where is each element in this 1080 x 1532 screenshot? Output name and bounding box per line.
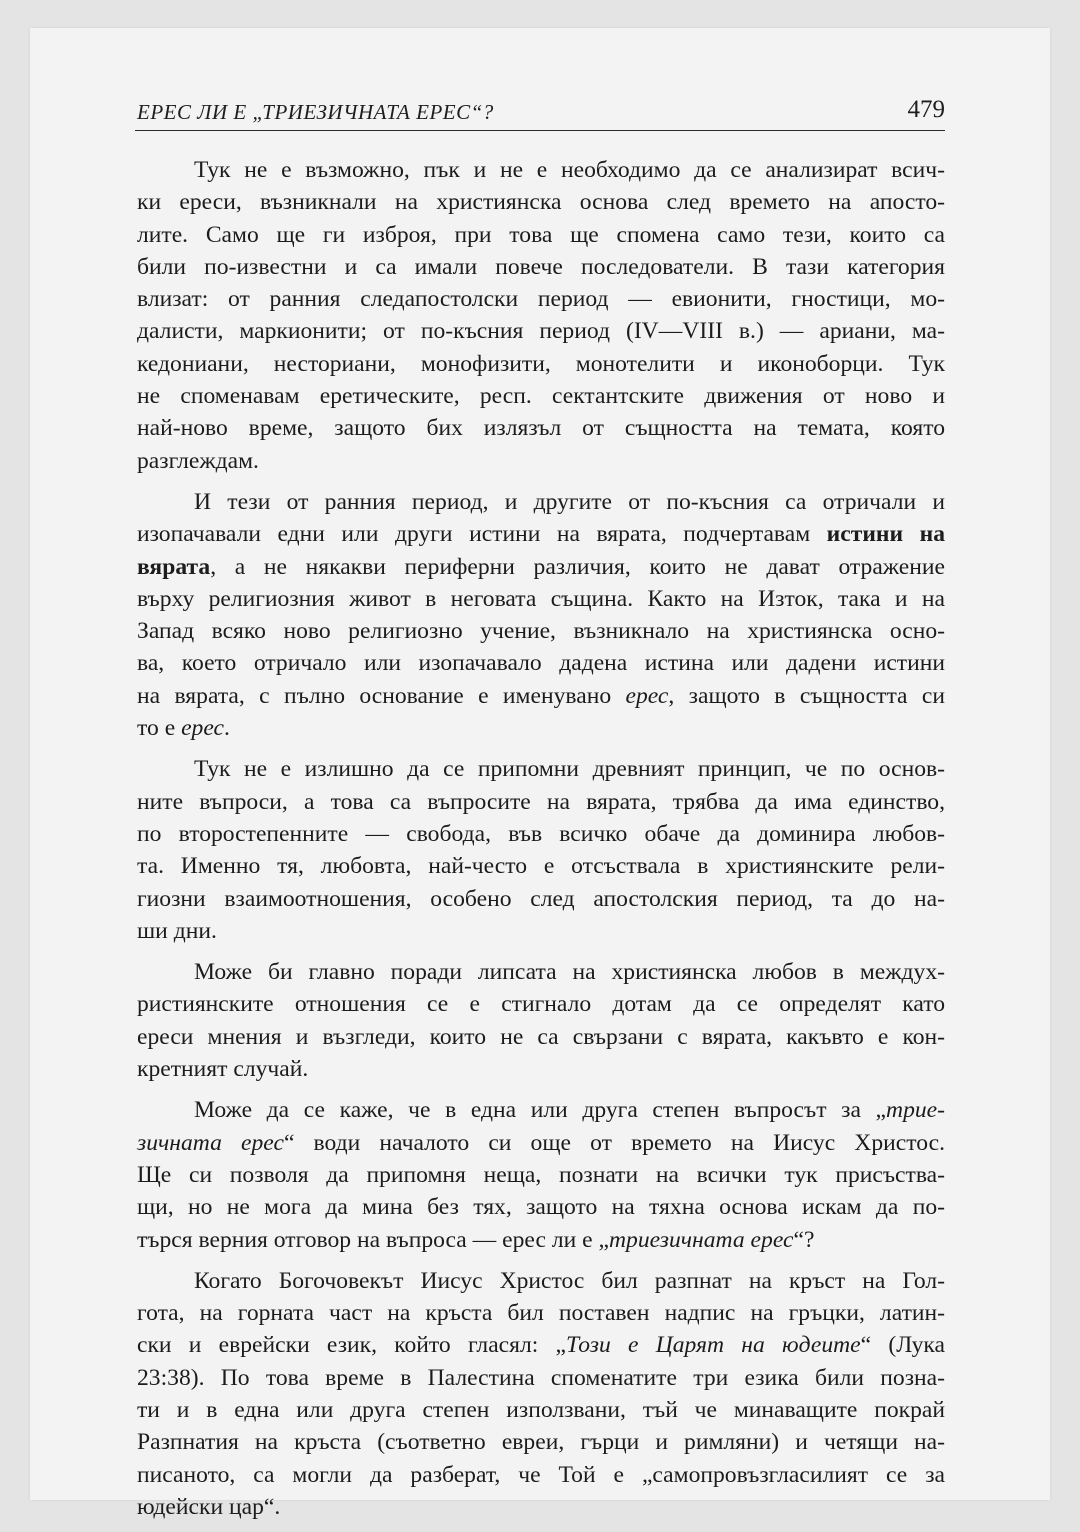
text-line <box>137 786 945 818</box>
text-line <box>137 348 945 380</box>
text-line <box>137 988 945 1020</box>
italic-text: триезичната ерес <box>608 1226 794 1253</box>
text-line <box>137 154 945 186</box>
text-line <box>137 1094 945 1126</box>
text-run: , защото в същността си <box>668 682 945 709</box>
italic-text: ерес <box>625 682 669 709</box>
text-line <box>137 1394 945 1426</box>
text-line <box>137 1224 945 1256</box>
text-line <box>137 283 945 315</box>
text-run: кретният случай. <box>137 1056 309 1083</box>
text-run: Когато Богочовекът Иисус Христос бил разпнат на кръст на Гол- <box>194 1267 945 1294</box>
text-run: ните въпроси, а това са въпросите на вярата, трябва да има единство, <box>137 788 945 815</box>
text-line <box>137 647 945 679</box>
text-run: ки ереси, възникнали на християнска основа след времето на апосто- <box>137 189 945 216</box>
text-line <box>137 1459 945 1491</box>
italic-text: ерес <box>181 715 224 742</box>
running-title: ЕРЕС ЛИ Е „ТРИЕЗИЧНАТА ЕРЕС“? <box>137 100 494 124</box>
text-run: влизат: от ранния следапостолски период — евионити, гностици, мо- <box>137 286 945 313</box>
text-run: били по-известни и са имали повече последователи. В тази категория <box>137 253 945 280</box>
text-run: “ води началото си още от времето на Иисус Христос. <box>283 1129 945 1156</box>
text-run: най-ново време, защото бих излязъл от същността на темата, която <box>137 415 945 442</box>
text-run: то е <box>137 715 182 742</box>
text-line <box>137 1053 945 1085</box>
text-line <box>137 1265 945 1297</box>
body-text <box>137 154 945 1532</box>
paragraph <box>137 753 945 947</box>
text-line <box>137 883 945 915</box>
text-line <box>137 380 945 412</box>
text-line <box>137 1297 945 1329</box>
text-run: И тези от ранния период, и другите от по-късния са отричали и <box>194 488 945 515</box>
text-line <box>137 1426 945 1458</box>
text-line <box>137 850 945 882</box>
text-run: писаното, са могли да разберат, че Той е „самопровъзгласилият се за <box>137 1461 945 1488</box>
text-run: търся верния отговор на въпроса — ерес ли е „ <box>137 1226 609 1253</box>
text-line <box>137 1491 945 1523</box>
text-run: ски и еврейски език, който гласял: „ <box>137 1332 567 1359</box>
text-run: Тук не е излишно да се припомни древният принцип, че по основ- <box>194 756 945 783</box>
paragraph <box>137 154 945 477</box>
text-line <box>137 956 945 988</box>
text-line <box>137 1191 945 1223</box>
text-run: далисти, маркионити; от по-късния период (IV—VIII в.) — ариани, ма- <box>137 318 945 345</box>
text-line <box>137 1329 945 1361</box>
text-run: гиозни взаимоотношения, особено след апостолския период, та до на- <box>137 885 945 912</box>
text-run: гота, на горната част на кръста бил поставен надпис на гръцки, латин- <box>137 1300 945 1327</box>
text-line <box>137 315 945 347</box>
text-run: изопачавали едни или други истини на вярата, подчертавам <box>137 521 827 548</box>
text-run: “? <box>793 1226 815 1253</box>
text-line <box>137 186 945 218</box>
text-run: върху религиозния живот в неговата същина. Както на Изток, така и на <box>137 585 945 612</box>
text-line <box>137 445 945 477</box>
italic-text: Този е Царят на юдеите <box>566 1332 861 1359</box>
text-run: Разпнатия на кръста (съответно евреи, гърци и римляни) и четящи на- <box>137 1429 945 1456</box>
text-line <box>137 753 945 785</box>
text-run: на вярата, с пълно основание е именувано <box>137 682 626 709</box>
text-line <box>137 1159 945 1191</box>
text-run: 23:38). По това време в Палестина споменатите три езика били позна- <box>137 1364 945 1391</box>
text-line <box>137 219 945 251</box>
text-run: разглеждам. <box>137 447 259 474</box>
text-run: . <box>223 715 230 742</box>
text-run: ти и в една или друга степен използвани, тъй че минаващите покрай <box>137 1396 945 1423</box>
text-run: Може би главно поради липсата на християнска любов в междух- <box>194 959 945 986</box>
text-line <box>137 915 945 947</box>
text-run: кедониани, несториани, монофизити, монотелити и иконоборци. Тук <box>137 350 945 377</box>
paragraph <box>137 1094 945 1255</box>
text-line <box>137 486 945 518</box>
text-line <box>137 518 945 550</box>
text-run: лите. Само ще ги изброя, при това ще спомена само тези, които са <box>137 221 945 248</box>
text-line <box>137 551 945 583</box>
text-run: ва, което отричало или изопачавало дадена истина или дадени истини <box>137 650 945 677</box>
text-run: Тук не е възможно, пък и не е необходимо да се анализират всич- <box>194 157 945 183</box>
text-run: юдейски цар“. <box>137 1493 281 1520</box>
text-run: “ (Лука <box>860 1332 945 1359</box>
text-run: Ще си позволя да припомня неща, познати на всички тук присъства- <box>137 1161 945 1188</box>
text-line <box>137 712 945 744</box>
text-run: не споменавам еретическите, респ. сектантските движения от ново и <box>137 383 945 410</box>
text-run: Запад всяко ново религиозно учение, възникнало на християнска осно- <box>137 618 945 645</box>
bold-text: вярата <box>137 553 211 580</box>
text-run: по второстепенните — свобода, във всичко обаче да доминира любов- <box>137 820 945 847</box>
text-run: ереси мнения и възгледи, които не са свързани с вярата, какъвто е кон- <box>137 1023 945 1050</box>
running-header <box>135 96 945 131</box>
text-run: ши дни. <box>137 917 217 944</box>
text-line <box>137 412 945 444</box>
text-run: Може да се каже, че в една или друга степен въпросът за „ <box>194 1097 887 1124</box>
bold-text: истини на <box>826 521 946 548</box>
text-run: та. Именно тя, любовта, най-често е отсъствала в християнските рели- <box>137 853 945 880</box>
text-line <box>137 818 945 850</box>
text-run: , а не някакви периферни различия, които не дават отражение <box>210 553 945 580</box>
text-line <box>137 1021 945 1053</box>
text-line <box>137 251 945 283</box>
italic-text: трие- <box>886 1097 945 1124</box>
text-run: щи, но не мога да мина без тях, защото на тяхна основа искам да по- <box>137 1194 945 1221</box>
paragraph <box>137 486 945 744</box>
text-line <box>137 680 945 712</box>
text-line <box>137 1362 945 1394</box>
text-line <box>137 583 945 615</box>
paragraph <box>137 956 945 1085</box>
italic-text: зичната ерес <box>137 1129 284 1156</box>
page-number: 479 <box>907 96 945 123</box>
paragraph <box>137 1265 945 1523</box>
text-line <box>137 1127 945 1159</box>
text-line <box>137 615 945 647</box>
text-run: ристиянските отношения се е стигнало дотам да се определят като <box>137 991 945 1018</box>
